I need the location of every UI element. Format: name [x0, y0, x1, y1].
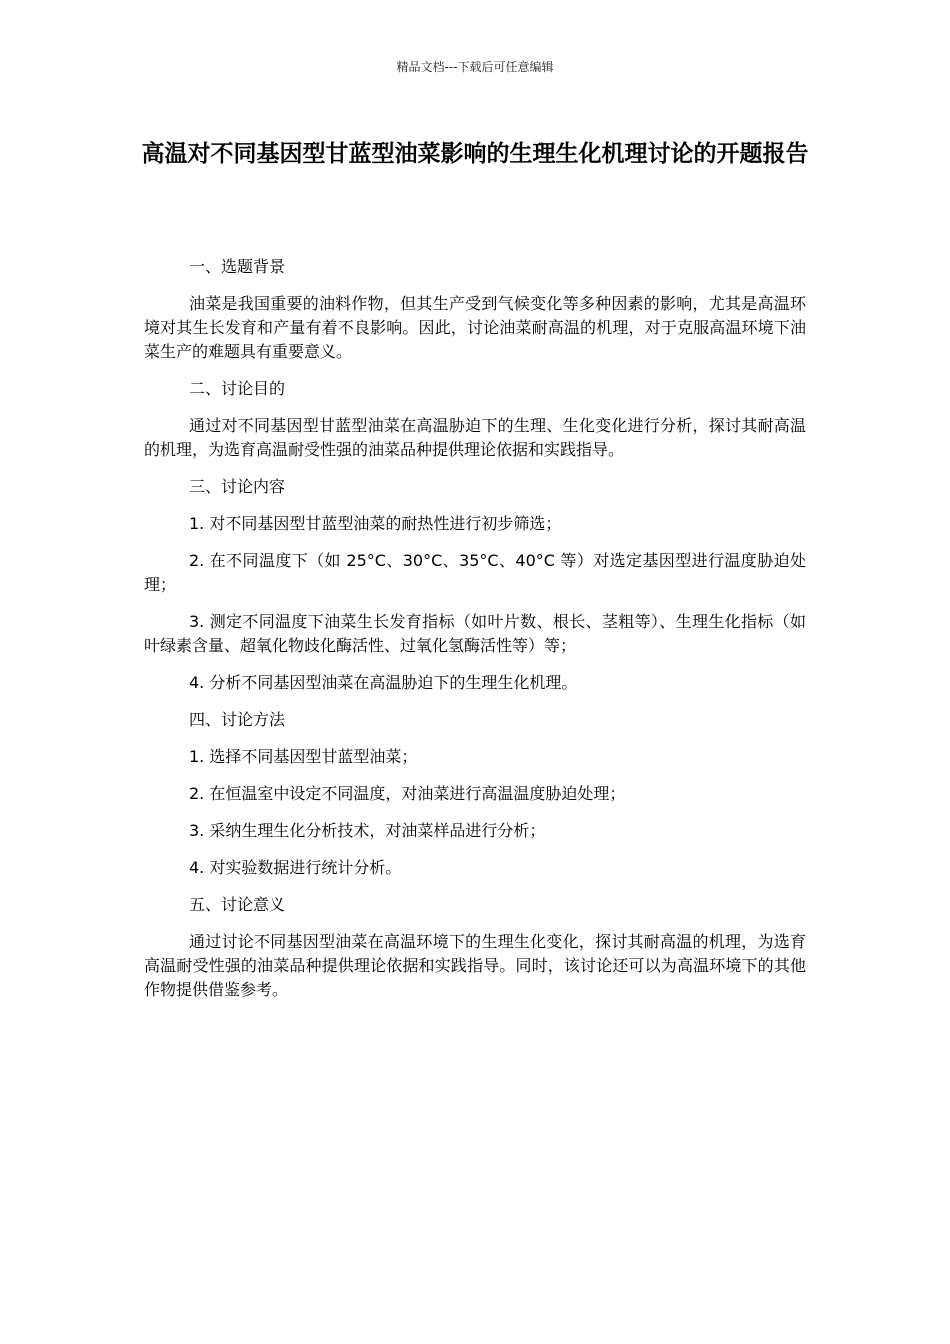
method-item-3: 3. 采纳生理生化分析技术，对油菜样品进行分析；	[189, 821, 546, 840]
paragraph-significance: 通过讨论不同基因型油菜在高温环境下的生理生化变化，探讨其耐高温的机理，为选育高温耐受性强的油菜品种提供理论依据和实践指导。同时，该讨论还可以为高温环境下的其他作物提供借鉴参考。	[144, 932, 806, 999]
method-item-1: 1. 选择不同基因型甘蓝型油菜；	[189, 747, 418, 766]
paragraph-background: 油菜是我国重要的油料作物，但其生产受到气候变化等多种因素的影响，尤其是高温环境对其生长发育和产量有着不良影响。因此，讨论油菜耐高温的机理，对于克服高温环境下油菜生产的难题具有重要意义。	[144, 294, 806, 361]
document-body	[144, 255, 806, 1015]
section-heading-background: 一、选题背景	[189, 257, 286, 276]
content-item-2: 2. 在不同温度下（如 25°C、30°C、35°C、40°C 等）对选定基因型进行温度胁迫处理；	[144, 551, 806, 594]
section-heading-content: 三、讨论内容	[189, 477, 286, 496]
page-title: 高温对不同基因型甘蓝型油菜影响的生理生化机理讨论的开题报告	[141, 141, 809, 167]
section-heading-purpose: 二、讨论目的	[189, 379, 286, 398]
header-note: 精品文档---下载后可任意编辑	[396, 60, 554, 74]
section-heading-significance: 五、讨论意义	[189, 895, 286, 914]
method-item-4: 4. 对实验数据进行统计分析。	[189, 858, 402, 877]
method-item-2: 2. 在恒温室中设定不同温度，对油菜进行高温温度胁迫处理；	[189, 784, 626, 803]
paragraph-purpose: 通过对不同基因型甘蓝型油菜在高温胁迫下的生理、生化变化进行分析，探讨其耐高温的机理，为选育高温耐受性强的油菜品种提供理论依据和实践指导。	[144, 416, 806, 459]
content-item-1: 1. 对不同基因型甘蓝型油菜的耐热性进行初步筛选；	[189, 514, 562, 533]
content-item-3: 3. 测定不同温度下油菜生长发育指标（如叶片数、根长、茎粗等）、生理生化指标（如叶绿素含量、超氧化物歧化酶活性、过氧化氢酶活性等）等；	[144, 612, 806, 655]
content-item-4: 4. 分析不同基因型油菜在高温胁迫下的生理生化机理。	[189, 673, 578, 692]
section-heading-method: 四、讨论方法	[189, 710, 286, 729]
